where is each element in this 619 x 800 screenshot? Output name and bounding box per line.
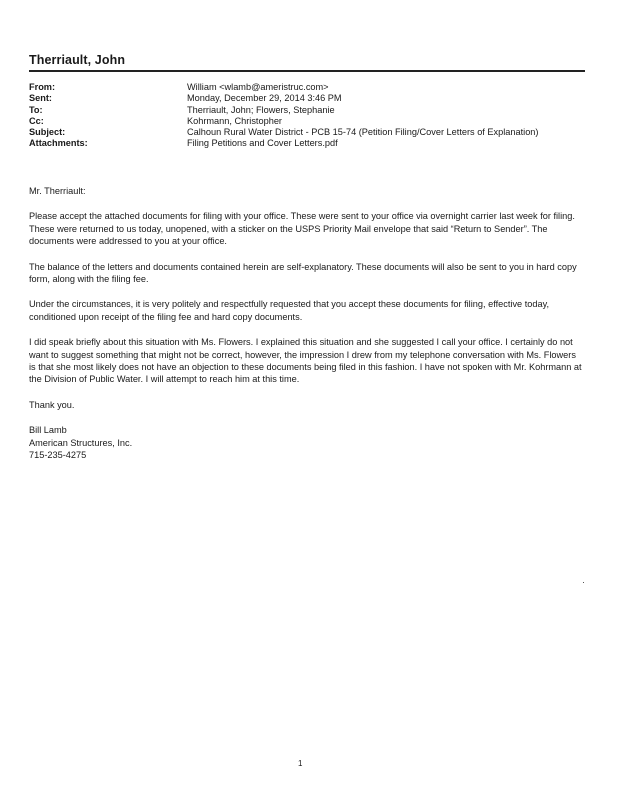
- page-number: 1: [298, 759, 303, 768]
- body-paragraph-3: Under the circumstances, it is very politely and respectfully requested that you accept these documents for filing, effective today, conditioned upon receipt of the filing fee and hard copy documents.: [29, 299, 550, 322]
- email-body: [29, 185, 585, 462]
- header-value-subject: Calhoun Rural Water District - PCB 15-74 (Petition Filing/Cover Letters of Explanation): [187, 127, 539, 138]
- header-divider: [29, 70, 585, 72]
- header-label-subject: Subject:: [29, 127, 66, 138]
- attachment-filename: Filing Petitions and Cover Letters.pdf: [187, 138, 338, 149]
- header-row-to: [29, 105, 589, 116]
- body-paragraph-4: I did speak briefly about this situation with Ms. Flowers. I explained this situation and she suggested I call your office. I certainly do not want to suggest something that might not be correct, however, the impression I drew from my telephone conversation with Ms. Flowers is that she most likely does not have an objection to these documents being filed in this fashion. I have not spoken with Mr. Kohrmann at the Division of Public Water. I will attempt to reach him at this time.: [29, 337, 582, 385]
- header-row-sent: [29, 93, 589, 104]
- header-row-from: [29, 82, 589, 93]
- header-label-to: To:: [29, 104, 43, 115]
- body-paragraph-1: Please accept the attached documents for filing with your office. These were sent to your office via overnight carrier last week for filing. These were returned to us today, unopened, with a sticker on the USPS Priority Mail envelope that said “Return to Sender”. The documents were addressed to you at your office.: [29, 211, 575, 247]
- closing: Thank you.: [29, 399, 75, 410]
- signature-name: Bill Lamb: [29, 425, 67, 436]
- header-value-from: William <wlamb@ameristruc.com>: [187, 82, 329, 92]
- header-label-sent: Sent:: [29, 93, 52, 104]
- mailbox-owner-name: Therriault, John: [29, 53, 126, 67]
- header-label-from: From:: [29, 82, 56, 92]
- header-value-to: Therriault, John; Flowers, Stephanie: [187, 104, 335, 115]
- header-row-subject: [29, 127, 589, 138]
- header-label-attachments: Attachments:: [29, 138, 88, 149]
- signature-block: [29, 424, 585, 461]
- header-value-sent: Monday, December 29, 2014 3:46 PM: [187, 93, 342, 104]
- header-value-cc: Kohrmann, Christopher: [187, 115, 282, 126]
- header-label-cc: Cc:: [29, 115, 44, 126]
- signature-phone: 715-235-4275: [29, 450, 87, 461]
- body-paragraph-2: The balance of the letters and documents contained herein are self-explanatory. These documents will also be sent to you in hard copy form, along with the filing fee.: [29, 261, 577, 285]
- salutation: Mr. Therriault:: [29, 186, 86, 196]
- scan-speck: [583, 582, 584, 583]
- signature-company: American Structures, Inc.: [29, 437, 133, 448]
- header-row-cc: [29, 116, 589, 127]
- header-row-attachments: [29, 138, 589, 149]
- email-header: [29, 82, 589, 150]
